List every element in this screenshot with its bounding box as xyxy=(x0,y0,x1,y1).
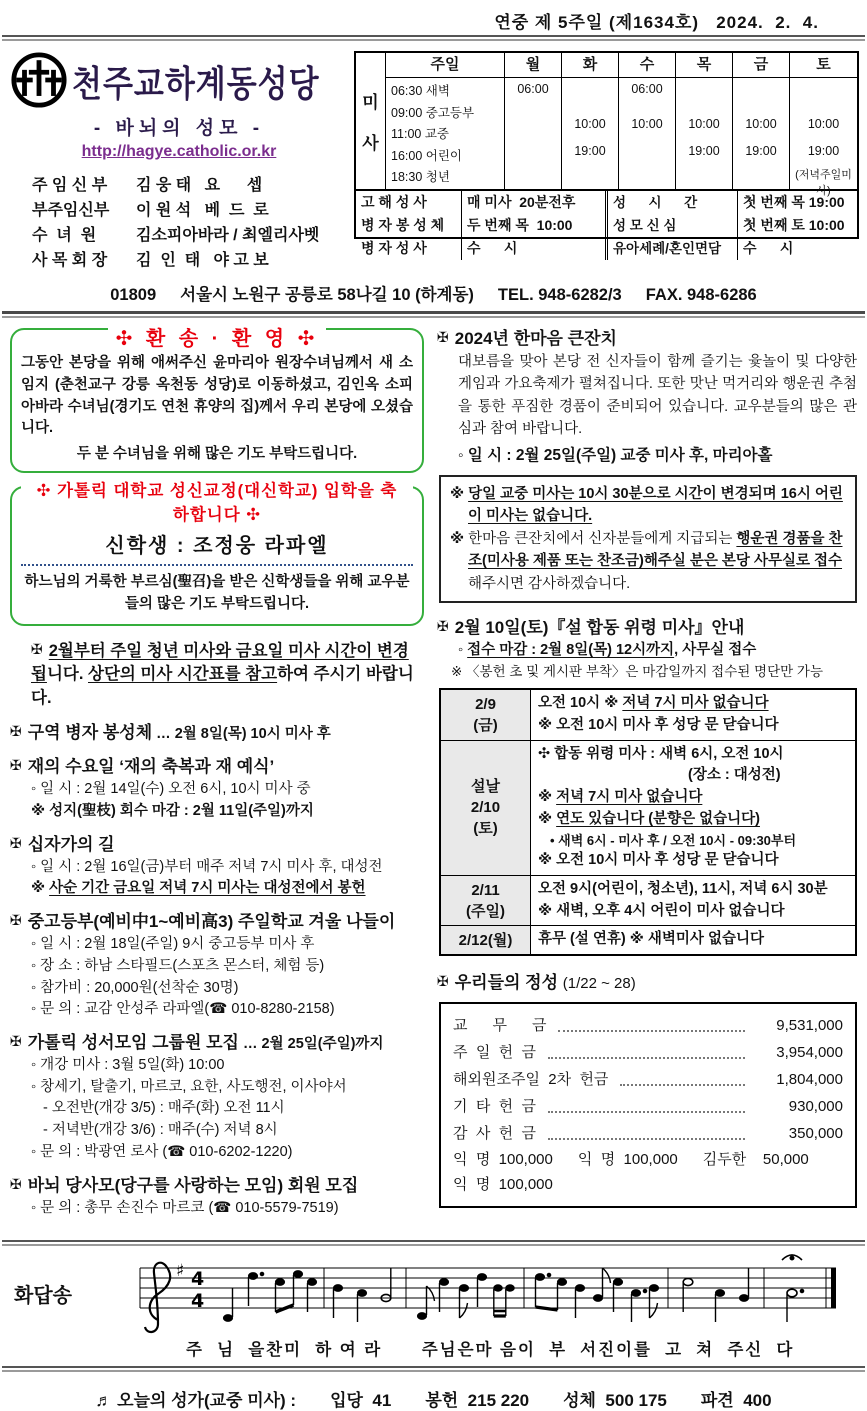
info-key: 성 모 신 심 xyxy=(608,214,738,237)
detail-line: - 오전반(개강 3/5) : 매주(화) 오전 11시 xyxy=(43,1100,285,1117)
mass-time: 19:00 xyxy=(688,144,720,158)
schedule-underlined: 연도 있습니다 (분향은 없습니다) xyxy=(556,810,760,827)
ref-mark: ※ xyxy=(538,810,557,827)
offering-row xyxy=(453,1039,843,1066)
notice-offerings xyxy=(437,972,857,1208)
schedule-row xyxy=(441,925,855,954)
staff-name: 이 원 석 베 드 로 xyxy=(136,202,269,219)
offering-row xyxy=(453,1120,843,1147)
mass-label-char: 사 xyxy=(362,133,379,153)
hymn-entry xyxy=(563,1386,667,1411)
hymn-kind: 봉헌 xyxy=(425,1391,459,1411)
info-key: 병 자 성 사 xyxy=(356,237,462,260)
schedule-line: ✣ 합동 위령 미사 : 새벽 6시, 오전 10시 xyxy=(538,745,784,762)
schedule-row xyxy=(441,690,855,740)
mass-label xyxy=(356,53,386,189)
offerings-date-range: (1/22 ~ 28) xyxy=(562,975,636,993)
detail-underlined: 접수 마감 : 2월 8일(목) 12시까지 xyxy=(467,642,675,659)
mass-label-char: 미 xyxy=(362,92,379,112)
phone: TEL. 948-6282/3 xyxy=(497,286,622,304)
mass-time: 06:00 xyxy=(517,82,549,96)
seminary-congrats-title: ✣ 가톨릭 대학교 성신교정(대신학교) 입학을 축하합니다 ✣ xyxy=(21,477,413,525)
section-heading xyxy=(437,617,857,640)
detail-line: ◦ 장 소 : 하남 스타필드(스포츠 몬스터, 체험 등) xyxy=(31,957,325,974)
section-title: 가톨릭 성서모임 그룹원 모집 xyxy=(27,1033,239,1053)
detail-note: ※ 〈봉헌 초 및 게시판 부착〉은 마감일까지 접수된 명단만 가능 xyxy=(451,663,824,679)
notice-hanmaeum-festival xyxy=(437,328,857,603)
music-row xyxy=(0,1246,867,1336)
info-key: 고 해 성 사 xyxy=(356,191,462,214)
schedule-line: (장소 : 대성전) xyxy=(688,767,781,784)
info-key: 병 자 봉 성 체 xyxy=(356,214,462,237)
offerings-box xyxy=(439,1002,857,1208)
offering-row xyxy=(453,1093,843,1120)
notice-underlined: 당일 교중 미사는 10시 30분으로 시간이 변경되며 16시 어린이 미사는 없습니다. xyxy=(468,485,843,525)
left-column xyxy=(10,328,424,1230)
music-staff xyxy=(88,1250,848,1336)
detail-line: ◦ 개강 미사 : 3월 5일(화) 10:00 xyxy=(31,1056,225,1073)
brand-row xyxy=(10,51,348,109)
staff-role: 사 목 회 장 xyxy=(32,252,108,269)
date-text: (주일) xyxy=(466,902,505,920)
notice-text xyxy=(10,639,424,712)
schedule-detail-cell xyxy=(531,876,855,926)
section-heading xyxy=(10,756,424,779)
offering-row xyxy=(453,1012,843,1039)
date-text: 2/9 xyxy=(475,695,496,713)
schedule-line xyxy=(538,809,848,831)
notice-text-segment: 상단의 미사 시간표를 참고 xyxy=(88,665,278,684)
church-logo-icon xyxy=(10,51,68,109)
day-header: 목 xyxy=(675,53,732,78)
farewell-welcome-title: ✣ 환 송 · 환 영 ✣ xyxy=(108,322,327,351)
address-line xyxy=(0,273,867,311)
mass-time: 19:00 xyxy=(574,144,606,158)
date-text: 2/12(월) xyxy=(458,931,513,949)
cross-marker-icon: ✠ xyxy=(10,757,22,774)
mass-time: 10:00 xyxy=(688,117,720,131)
weekday-times-cell xyxy=(618,78,675,189)
issue-line: 연중 제 5주일 (제1634호) 2024. 2. 4. xyxy=(494,13,819,32)
header-divider xyxy=(2,311,865,318)
date-text: 설날 xyxy=(471,778,500,796)
cross-marker-icon: ✠ xyxy=(437,618,449,635)
notice-sick-communion xyxy=(10,722,424,745)
section-title: 바뇌 당사모(당구를 사랑하는 모임) 회원 모집 xyxy=(27,1175,359,1195)
ref-mark: ※ xyxy=(538,789,557,806)
offering-amount: 1,804,000 xyxy=(776,1071,843,1089)
anonymous-offerings-line: 익 명 100,000 익 명 100,000 김두한 50,000 xyxy=(453,1151,809,1169)
notice-youth-outing xyxy=(10,911,424,1021)
cross-marker-icon: ✠ xyxy=(10,834,22,851)
staff-row xyxy=(32,173,348,198)
notice-text-segment: 니다. xyxy=(46,665,88,684)
cross-marker-icon: ✠ xyxy=(437,329,449,345)
weekday-times-cell xyxy=(789,78,857,197)
info-value: 첫 번째 토 10:00 xyxy=(743,216,845,233)
offering-amount: 9,531,000 xyxy=(776,1017,843,1035)
mass-time: 10:00 xyxy=(574,117,606,131)
farewell-welcome-body: 그동안 본당을 위해 애써주신 윤마리아 원장수녀님께서 새 소임지 (춘천교구 강릉 옥천동 성당)로 이동하셨고, 김인옥 소피아바라 수녀님(경기도 연천 휴양의 집)께서 우리 본당에 오셨습니다. xyxy=(21,355,413,437)
address: 서울시 노원구 공릉로 58나길 10 (하계동) xyxy=(180,286,474,304)
offering-label: 감 사 헌 금 xyxy=(453,1125,536,1143)
main-content xyxy=(0,318,867,1230)
notice-text-segment: 하여 주시기 바랍니다. xyxy=(31,665,414,708)
notice-text-segment: 해주시면 감사하겠습니다. xyxy=(468,575,631,592)
sacrament-info-grid xyxy=(356,189,857,260)
festival-when: ◦ 일 시 : 2월 25일(주일) 교중 미사 후, 마리아홀 xyxy=(458,446,773,464)
mass-time: 10:00 xyxy=(745,117,777,131)
church-subtitle: - 바뇌의 성모 - xyxy=(93,118,265,139)
farewell-welcome-box xyxy=(10,328,424,473)
section-title: 중고등부(예비中1~예비高3) 주일학교 겨울 나들이 xyxy=(27,912,396,932)
offering-amount: 350,000 xyxy=(788,1125,843,1143)
hymn-number: 41 xyxy=(372,1391,392,1411)
schedule-line xyxy=(538,693,848,715)
section-heading xyxy=(10,1032,424,1055)
section-heading xyxy=(437,972,857,995)
section-title: 구역 병자 봉성체 xyxy=(27,723,153,743)
schedule-date-cell xyxy=(441,690,531,740)
notice-line xyxy=(450,528,846,595)
offering-label: 주 일 헌 금 xyxy=(453,1044,536,1062)
day-header: 수 xyxy=(618,53,675,78)
detail-line: - 저녁반(개강 3/6) : 매주(수) 저녁 8시 xyxy=(43,1122,278,1139)
church-name: 천주교하계동성당 xyxy=(72,63,320,104)
weekday-times-cell xyxy=(504,78,561,189)
date-text: 2/10 xyxy=(470,799,501,817)
seminary-congrats-body: 하느님의 거룩한 부르심(聖召)을 받은 신학생들을 위해 교우분들의 많은 기도 부탁드립니다. xyxy=(24,574,410,612)
detail-line: ◦ 참가비 : 20,000원(선착순 30명) xyxy=(31,979,239,996)
schedule-date-cell xyxy=(441,876,531,926)
date-text: 2/11 xyxy=(471,881,500,899)
hymn-kind: 성체 xyxy=(563,1391,596,1411)
detail-line: ◦ 일 시 : 2월 18일(주일) 9시 중고등부 미사 후 xyxy=(31,936,315,953)
schedule-row xyxy=(441,740,855,875)
hymn-entry xyxy=(330,1386,391,1411)
hymn-number: 215 220 xyxy=(467,1391,530,1411)
final-barline xyxy=(831,1268,836,1308)
dot-leader xyxy=(548,1138,745,1140)
section-heading xyxy=(437,328,857,351)
hymn-entry xyxy=(425,1386,529,1411)
detail-line: ◦ 문 의 : 총무 손진수 마르코 (☎ 010-5579-7519) xyxy=(31,1199,339,1216)
detail-line: ◦ 문 의 : 교감 안성주 라파엘(☎ 010-8280-2158) xyxy=(31,1001,335,1018)
mass-time: 10:00 xyxy=(631,117,663,131)
schedule-detail-cell xyxy=(531,741,855,875)
detail-tail: , 사무실 접수 xyxy=(674,642,757,659)
detail-prefix: ◦ xyxy=(458,642,468,659)
sunday-time: 06:30 새벽 xyxy=(391,84,450,98)
ref-mark: ※ xyxy=(450,485,469,502)
hymn-kind: 입당 xyxy=(330,1391,363,1411)
ref-mark: ※ xyxy=(450,530,469,547)
header-left xyxy=(10,51,348,273)
detail-underlined: 사순 기간 금요일 저녁 7시 미사는 대성전에서 봉헌 xyxy=(49,880,366,897)
notice-stations-of-cross xyxy=(10,834,424,900)
schedule-line xyxy=(538,787,848,809)
detail-line: ◦ 문 의 : 박광연 로사 (☎ 010-6202-1220) xyxy=(31,1143,293,1160)
section-heading xyxy=(10,722,424,745)
info-value: 첫 번째 목 19:00 xyxy=(743,193,845,210)
day-header: 토 xyxy=(789,53,857,78)
notice-mass-time-change xyxy=(10,639,424,712)
staff-name: 김 웅 태 요 셉 xyxy=(136,177,263,194)
todays-hymns-line xyxy=(0,1372,867,1411)
offering-label: 교 무 금 xyxy=(453,1017,547,1035)
schedule-detail-cell xyxy=(531,690,855,740)
date-text: (금) xyxy=(473,716,498,734)
mass-time: 19:00 xyxy=(807,144,840,158)
schedule-underlined: 저녁 7시 미사 없습니다 xyxy=(622,695,769,712)
info-value: 수 시 xyxy=(462,237,608,260)
mass-time: 10:00 xyxy=(807,117,840,131)
info-key: 유아세례/혼인면담 xyxy=(608,237,738,260)
hymn-number: 400 xyxy=(743,1391,772,1411)
section-tail: … 2월 25일(주일)까지 xyxy=(238,1036,384,1053)
dot-leader xyxy=(620,1084,745,1086)
cross-marker-icon: ✠ xyxy=(10,1175,22,1192)
notice-underlined: 행운권 경품을 찬조(미사용 제품 또는 찬조금)해주실 분은 본당 사무실로 접수 xyxy=(468,530,843,570)
staff-role: 주 임 신 부 xyxy=(32,177,108,194)
responsorial-psalm-label: 화답송 xyxy=(14,1284,72,1307)
sunday-time: 18:30 청년 xyxy=(391,170,450,184)
staff-role: 수 녀 원 xyxy=(32,227,97,244)
sharp-sign: ♯ xyxy=(176,1261,185,1282)
schedule-date-cell xyxy=(441,741,531,875)
notice-lunar-memorial-mass xyxy=(437,617,857,956)
dot-leader xyxy=(548,1111,745,1113)
schedule-detail-cell xyxy=(531,926,855,954)
day-header: 월 xyxy=(504,53,561,78)
dot-leader xyxy=(558,1030,745,1032)
time-signature-top: 4 xyxy=(191,1268,205,1291)
offering-amount: 930,000 xyxy=(788,1098,843,1116)
seminary-congrats-box xyxy=(10,482,424,626)
cross-marker-icon: ✠ xyxy=(437,973,449,990)
info-key: 성 시 간 xyxy=(608,191,738,214)
holiday-mass-schedule-table xyxy=(439,688,857,956)
staff-row xyxy=(32,198,348,223)
schedule-underlined: 저녁 7시 미사 없습니다 xyxy=(556,789,703,806)
schedule-line: 오전 9시(어린이, 청소년), 11시, 저녁 6시 30분 xyxy=(538,880,828,897)
detail-line xyxy=(10,878,424,900)
church-website-link[interactable]: http://hagye.catholic.or.kr xyxy=(81,143,277,160)
day-header: 금 xyxy=(732,53,789,78)
detail-line: ◦ 일 시 : 2월 16일(금)부터 매주 저녁 7시 미사 후, 대성전 xyxy=(31,858,383,875)
offering-label: 해외원조주일 2차 헌금 xyxy=(453,1071,609,1089)
seminarian-name: 신학생 : 조정웅 라파엘 xyxy=(21,525,413,566)
cross-marker-icon: ✠ xyxy=(31,640,43,657)
schedule-date-cell xyxy=(441,926,531,954)
hymns-label: ♬ 오늘의 성가(교중 미사) : xyxy=(95,1391,297,1411)
mass-time-note: (저녁주일미사) xyxy=(795,169,852,197)
section-heading xyxy=(10,834,424,857)
schedule-subline: • 새벽 6시 - 미사 후 / 오전 10시 - 09:30부터 xyxy=(550,832,797,848)
notice-bible-group xyxy=(10,1032,424,1164)
notice-ash-wednesday xyxy=(10,756,424,822)
detail-line xyxy=(437,640,857,662)
farewell-welcome-footer: 두 분 수녀님을 위해 많은 기도 부탁드립니다. xyxy=(76,446,358,462)
section-heading xyxy=(10,911,424,934)
staff-row xyxy=(32,248,348,273)
section-title: 2월 10일(토)『설 합동 위령 미사』안내 xyxy=(454,618,745,638)
schedule-row xyxy=(441,875,855,926)
detail-line: ◦ 창세기, 탈출기, 마르코, 요한, 사도행전, 이사야서 xyxy=(31,1078,347,1095)
mass-times-grid xyxy=(386,53,857,197)
staff-row xyxy=(32,223,348,248)
info-value: 두 번째 목 10:00 xyxy=(462,214,608,237)
cross-marker-icon: ✠ xyxy=(10,1033,22,1050)
staff-role: 부주임신부 xyxy=(32,202,110,219)
postcode: 01809 xyxy=(110,286,157,304)
section-title: 십자가의 길 xyxy=(27,834,115,854)
detail-line: ※ 성지(聖枝) 회수 마감 : 2월 11일(주일)까지 xyxy=(31,802,314,819)
weekday-times-cell xyxy=(561,78,618,189)
section-heading xyxy=(10,1175,424,1198)
day-header: 주일 xyxy=(386,53,504,78)
info-value: 매 미사 20분전후 xyxy=(462,191,608,214)
responsorial-psalm-section xyxy=(0,1240,867,1372)
dot-leader xyxy=(548,1057,745,1059)
section-tail: … 2월 8일(목) 10시 미사 후 xyxy=(152,726,331,743)
treble-clef-icon xyxy=(145,1263,170,1332)
offering-label: 기 타 헌 금 xyxy=(453,1098,536,1116)
offering-row xyxy=(453,1066,843,1093)
schedule-line: ※ 오전 10시 미사 후 성당 문 닫습니다 xyxy=(538,852,779,869)
staff-name: 김 인 태 야 고 보 xyxy=(136,252,269,269)
schedule-text: 오전 10시 ※ xyxy=(538,695,623,712)
section-title: 2024년 한마음 큰잔치 xyxy=(454,329,617,348)
schedule-line: 휴무 (설 연휴) ※ 새벽미사 없습니다 xyxy=(538,931,764,948)
section-title: 재의 수요일 ‘재의 축복과 재 예식’ xyxy=(27,757,275,777)
cross-marker-icon: ✠ xyxy=(10,723,22,740)
day-header: 화 xyxy=(561,53,618,78)
notice-text-segment: 2월부터 주일 청년 미사와 금요일 미사 시간이 변경됩 xyxy=(31,641,409,684)
header xyxy=(0,41,867,273)
mass-schedule-table xyxy=(354,51,859,256)
right-column xyxy=(437,328,857,1230)
festival-description: 대보름을 맞아 본당 전 신자들이 함께 즐기는 윷놀이 및 다양한 게임과 가요축제가 펼쳐집니다. 또한 맛난 먹거리와 행운권 추첨을 통한 푸짐한 경품이 준비되어 있습니다. 교우분들의 많은 관심과 참여 바랍니다. xyxy=(458,353,857,438)
section-title: 우리들의 정성 xyxy=(454,973,558,993)
offering-amount: 3,954,000 xyxy=(776,1044,843,1062)
weekday-times-cell xyxy=(675,78,732,189)
date-text: (토) xyxy=(473,820,498,838)
psalm-lyrics: 주 님 을찬미 하 여 라 주님은마 음이 부 서진이를 고 쳐 주신 다 xyxy=(186,1341,795,1360)
info-value: 수 시 xyxy=(743,239,794,256)
cross-marker-icon: ✠ xyxy=(10,912,22,929)
staff-list xyxy=(32,173,348,273)
mass-time: 19:00 xyxy=(745,144,777,158)
schedule-line: ※ 새벽, 오후 4시 어린이 미사 없습니다 xyxy=(538,902,785,919)
notice-line xyxy=(450,483,846,528)
fax: FAX. 948-6286 xyxy=(645,286,757,304)
sunday-time: 09:00 중고등부 xyxy=(391,105,475,120)
notice-text-segment: 한마음 큰잔치에서 신자분들에게 지급되는 xyxy=(468,530,737,547)
anonymous-offerings-line: 익 명 100,000 xyxy=(453,1176,553,1194)
hymn-kind: 파견 xyxy=(700,1391,734,1411)
sunday-time: 16:00 어린이 xyxy=(391,148,462,163)
mass-times-section xyxy=(356,53,857,197)
hymn-entry xyxy=(701,1386,772,1411)
weekday-times-cell xyxy=(732,78,789,189)
time-signature-bottom: 4 xyxy=(191,1290,205,1313)
hymn-number: 500 175 xyxy=(605,1391,667,1411)
festival-notice-box xyxy=(439,475,857,603)
mass-time: 06:00 xyxy=(631,82,663,96)
staff-name: 김소피아바라 / 최엘리사벳 xyxy=(136,227,320,244)
notice-billiards-club xyxy=(10,1175,424,1220)
detail-prefix: ※ xyxy=(31,880,50,897)
schedule-line: ※ 오전 10시 미사 후 성당 문 닫습니다 xyxy=(538,716,779,733)
sunday-time: 11:00 교중 xyxy=(391,127,449,141)
detail-line: ◦ 일 시 : 2월 14일(수) 오전 6시, 10시 미사 중 xyxy=(31,781,311,798)
sunday-times-cell xyxy=(386,78,504,189)
